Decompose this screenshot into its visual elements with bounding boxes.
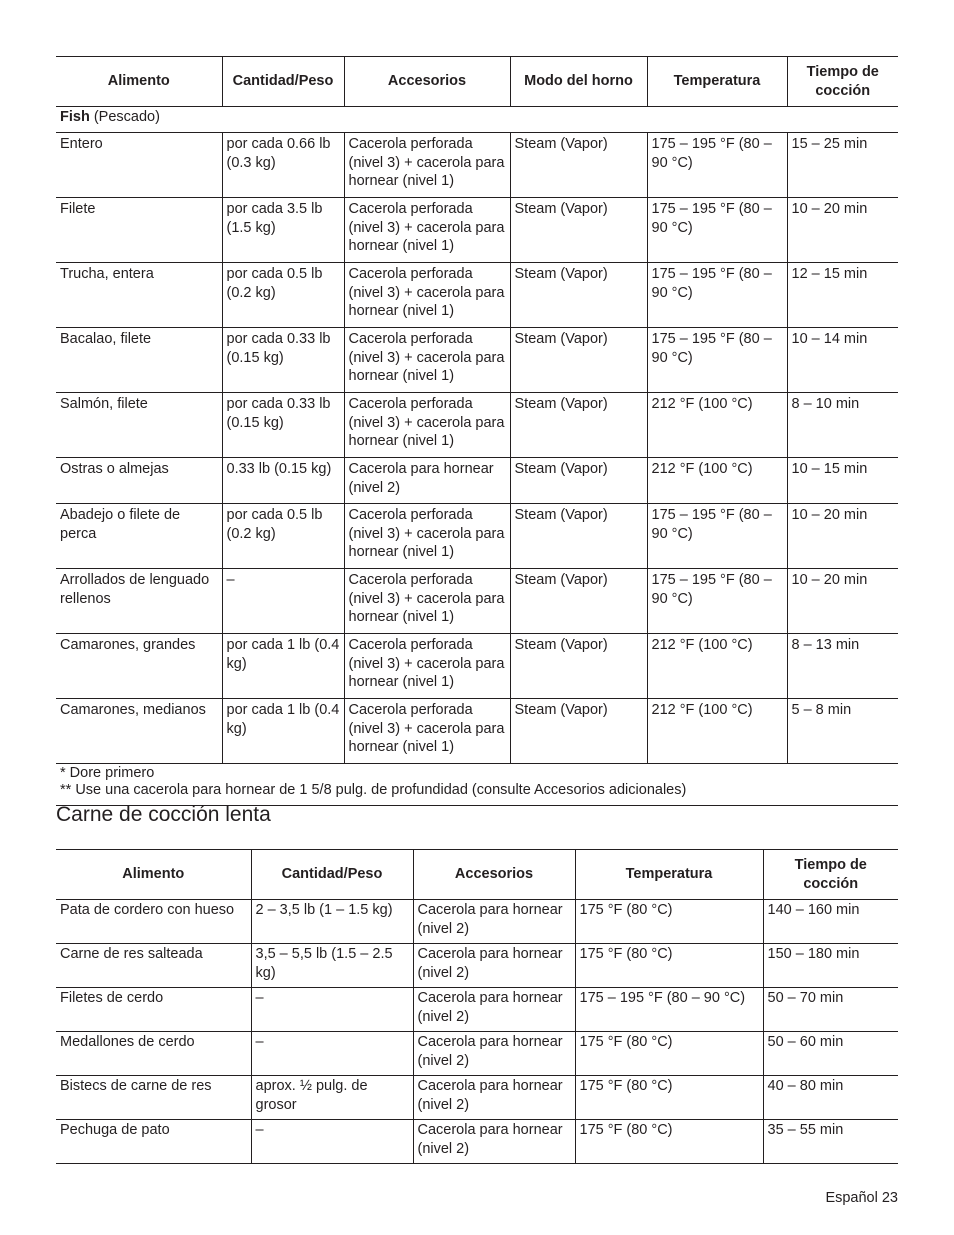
table-row [56,133,898,198]
cell-quantity: por cada 0.33 lb (0.15 kg) [222,328,344,393]
cell-accessories: Cacerola para hornear (nivel 2) [344,458,510,504]
header-tiempo-coccion: Tiempo de cocción [787,57,898,107]
cell-accessories: Cacerola para hornear (nivel 2) [413,988,575,1032]
cell-cooking-time: 35 – 55 min [763,1120,898,1164]
table-row [56,900,898,944]
header-accesorios: Accesorios [413,850,575,900]
cell-cooking-time: 5 – 8 min [787,699,898,764]
cell-quantity: aprox. ½ pulg. de grosor [251,1076,413,1120]
table-row [56,699,898,764]
cell-oven-mode: Steam (Vapor) [510,569,647,634]
cell-accessories: Cacerola perforada (nivel 3) + cacerola para hornear (nivel 1) [344,569,510,634]
cell-quantity: por cada 0.5 lb (0.2 kg) [222,504,344,569]
cell-temperature: 175 – 195 °F (80 – 90 °C) [647,504,787,569]
cell-oven-mode: Steam (Vapor) [510,263,647,328]
table-row [56,504,898,569]
header-cantidad-peso: Cantidad/Peso [222,57,344,107]
section-title: Carne de cocción lenta [56,803,271,826]
cell-accessories: Cacerola perforada (nivel 3) + cacerola para hornear (nivel 1) [344,393,510,458]
cell-oven-mode: Steam (Vapor) [510,699,647,764]
cell-quantity: por cada 3.5 lb (1.5 kg) [222,198,344,263]
cell-quantity: 3,5 – 5,5 lb (1.5 – 2.5 kg) [251,944,413,988]
cell-food: Salmón, filete [56,393,222,458]
cell-food: Pechuga de pato [56,1120,251,1164]
cell-cooking-time: 10 – 20 min [787,569,898,634]
category-translation: (Pescado) [89,109,160,125]
cell-quantity: por cada 1 lb (0.4 kg) [222,699,344,764]
cell-temperature: 212 °F (100 °C) [647,458,787,504]
cell-food: Entero [56,133,222,198]
cell-quantity: por cada 1 lb (0.4 kg) [222,634,344,699]
fish-table-header-row [56,57,898,107]
cell-accessories: Cacerola para hornear (nivel 2) [413,900,575,944]
cell-food: Bistecs de carne de res [56,1076,251,1120]
cell-food: Bacalao, filete [56,328,222,393]
category-row [56,107,898,133]
header-cantidad-peso: Cantidad/Peso [251,850,413,900]
cell-accessories: Cacerola para hornear (nivel 2) [413,1120,575,1164]
cell-quantity: por cada 0.33 lb (0.15 kg) [222,393,344,458]
cell-cooking-time: 8 – 13 min [787,634,898,699]
table-row [56,1076,898,1120]
cell-accessories: Cacerola perforada (nivel 3) + cacerola para hornear (nivel 1) [344,198,510,263]
fish-cooking-table [56,56,898,806]
table-row [56,458,898,504]
cell-quantity: por cada 0.5 lb (0.2 kg) [222,263,344,328]
cell-quantity: – [251,988,413,1032]
cell-quantity: – [251,1032,413,1076]
header-tiempo-coccion: Tiempo de cocción [763,850,898,900]
table-row [56,328,898,393]
header-temperatura: Temperatura [575,850,763,900]
cell-accessories: Cacerola para hornear (nivel 2) [413,1076,575,1120]
cell-quantity: 0.33 lb (0.15 kg) [222,458,344,504]
cell-oven-mode: Steam (Vapor) [510,198,647,263]
cell-food: Pata de cordero con hueso [60,902,235,918]
cell-temperature: 212 °F (100 °C) [647,699,787,764]
cell-accessories: Cacerola perforada (nivel 3) + cacerola para hornear (nivel 1) [344,504,510,569]
cell-cooking-time: 10 – 14 min [787,328,898,393]
cell-temperature: 175 – 195 °F (80 – 90 °C) [647,328,787,393]
table-row [56,1120,898,1164]
cell-cooking-time: 15 – 25 min [787,133,898,198]
cell-temperature: 175 – 195 °F (80 – 90 °C) [647,198,787,263]
cell-temperature: 175 °F (80 °C) [575,944,763,988]
cell-oven-mode: Steam (Vapor) [510,634,647,699]
cell-accessories: Cacerola para hornear (nivel 2) [413,1032,575,1076]
cell-oven-mode: Steam (Vapor) [510,504,647,569]
cell-temperature: 175 – 195 °F (80 – 90 °C) [647,263,787,328]
cell-food: Medallones de cerdo [56,1032,251,1076]
table-row [56,944,898,988]
table-row [56,988,898,1032]
cell-cooking-time: 140 – 160 min [763,900,898,944]
cell-food: Filete [56,198,222,263]
cell-oven-mode: Steam (Vapor) [510,458,647,504]
cell-oven-mode: Steam (Vapor) [510,393,647,458]
cell-accessories: Cacerola perforada (nivel 3) + cacerola para hornear (nivel 1) [344,328,510,393]
slow-table-header-row [56,850,898,900]
cell-accessories: Cacerola para hornear (nivel 2) [413,944,575,988]
cell-quantity: por cada 0.66 lb (0.3 kg) [222,133,344,198]
cell-cooking-time: 8 – 10 min [787,393,898,458]
cell-oven-mode: Steam (Vapor) [510,328,647,393]
footnote-1: * Dore primero [60,765,155,781]
cell-accessories: Cacerola perforada (nivel 3) + cacerola para hornear (nivel 1) [344,263,510,328]
cell-food: Camarones, grandes [56,634,222,699]
cell-food: Ostras o almejas [56,458,222,504]
table-row [56,634,898,699]
category-name: Fish [60,109,90,125]
cell-temperature: 212 °F (100 °C) [647,393,787,458]
slow-cook-meat-table [56,849,898,1164]
cell-temperature: 212 °F (100 °C) [647,634,787,699]
cell-cooking-time: 50 – 70 min [763,988,898,1032]
footnotes-cell [56,764,898,806]
cell-cooking-time: 10 – 20 min [787,198,898,263]
cell-food: Filetes de cerdo [56,988,251,1032]
cell-cooking-time: 150 – 180 min [763,944,898,988]
cell-temperature: 175 °F (80 °C) [575,900,763,944]
footnotes-row [56,764,898,806]
cell-cooking-time: 50 – 60 min [763,1032,898,1076]
cell-oven-mode: Steam (Vapor) [510,133,647,198]
table-row [56,198,898,263]
page-number: Español 23 [825,1190,898,1206]
cell-temperature: 175 – 195 °F (80 – 90 °C) [647,133,787,198]
table-row [56,263,898,328]
cell-cooking-time: 40 – 80 min [763,1076,898,1120]
header-alimento: Alimento [56,57,222,107]
header-alimento: Alimento [56,850,251,900]
cell-food: Arrollados de lenguado rellenos [56,569,222,634]
cell-food: Abadejo o filete de perca [56,504,222,569]
cell-temperature: 175 °F (80 °C) [575,1076,763,1120]
cell-cooking-time: 10 – 20 min [787,504,898,569]
cell-temperature: 175 °F (80 °C) [575,1032,763,1076]
category-cell [56,107,898,133]
cell-quantity: – [222,569,344,634]
cell-cooking-time: 12 – 15 min [787,263,898,328]
cell-food: Carne de res salteada [56,944,251,988]
table-row [56,1032,898,1076]
table-row [56,393,898,458]
cell-accessories: Cacerola perforada (nivel 3) + cacerola para hornear (nivel 1) [344,634,510,699]
footnote-2: ** Use una cacerola para hornear de 1 5/8 pulg. de profundidad (consulte Accesorios adicionales) [60,782,687,798]
cell-temperature: 175 – 195 °F (80 – 90 °C) [575,988,763,1032]
cell-cooking-time: 10 – 15 min [787,458,898,504]
cell-quantity: – [251,1120,413,1164]
header-accesorios: Accesorios [344,57,510,107]
header-modo-horno: Modo del horno [510,57,647,107]
cell-accessories: Cacerola perforada (nivel 3) + cacerola para hornear (nivel 1) [344,133,510,198]
cell-food: Trucha, entera [56,263,222,328]
cell-temperature: 175 °F (80 °C) [575,1120,763,1164]
cell-temperature: 175 – 195 °F (80 – 90 °C) [647,569,787,634]
cell-food: Camarones, medianos [56,699,222,764]
table-row [56,569,898,634]
cell-quantity: 2 – 3,5 lb (1 – 1.5 kg) [251,900,413,944]
cell-accessories: Cacerola perforada (nivel 3) + cacerola para hornear (nivel 1) [344,699,510,764]
header-temperatura: Temperatura [647,57,787,107]
